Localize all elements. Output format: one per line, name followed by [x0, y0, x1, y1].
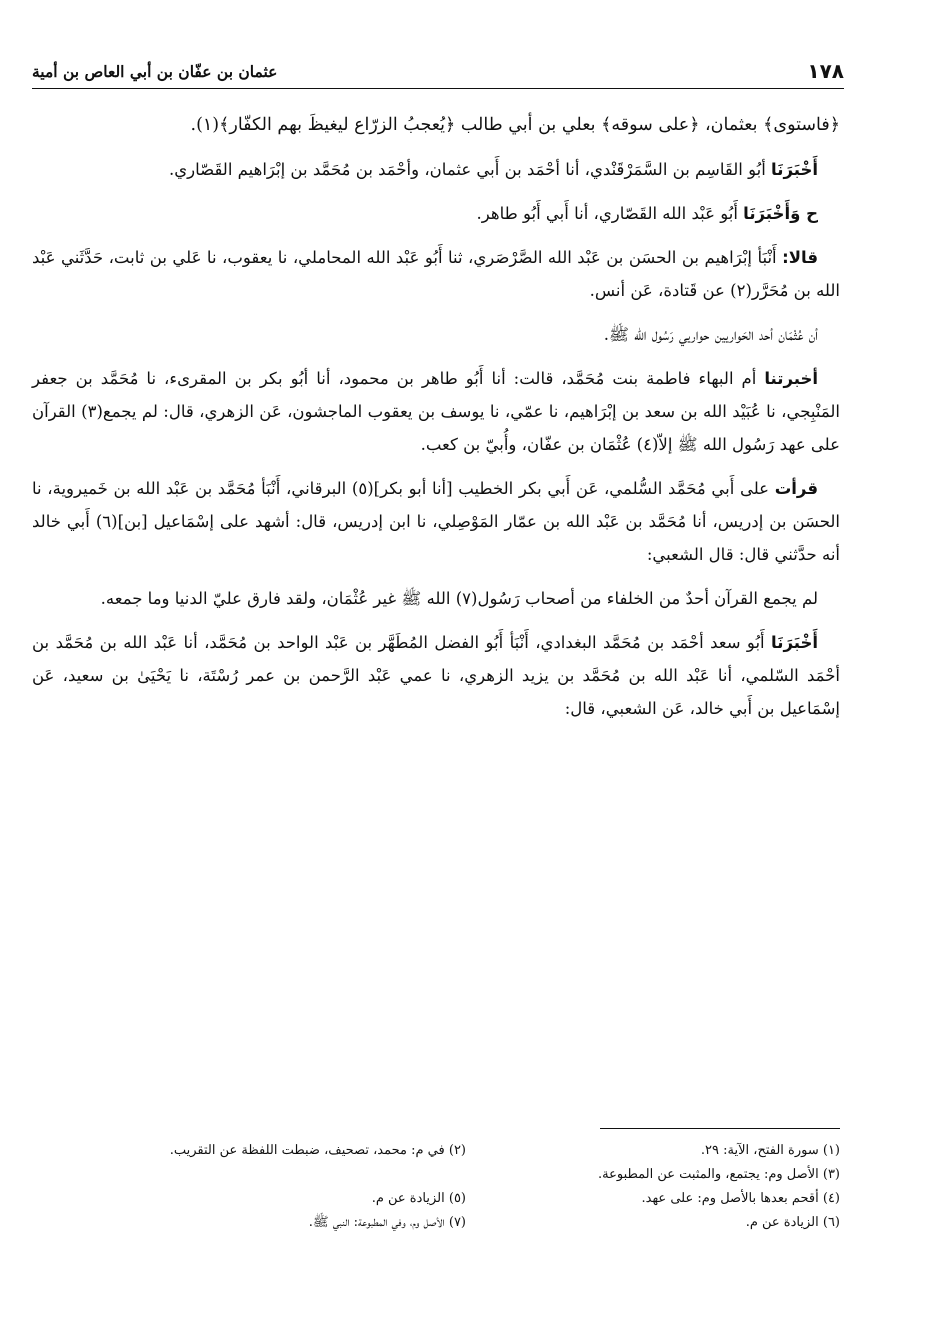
paragraph-text: أبُو القَاسِم بن السَّمَرْقَنْدي، أنا أحْمَد بن أَبي عثمان، وأحْمَد بن مُحَمَّد بن إبْرَاهيم القَصّاري.	[168, 160, 772, 179]
main-text	[32, 108, 840, 736]
footnote-1: (١) سورة الفتح، الآية: ٢٩.	[700, 1143, 840, 1158]
footnote-4: (٤) أقحم بعدها بالأصل وم: على عهد.	[641, 1191, 840, 1206]
running-title: عثمان بن عفّان بن أبي العاص بن أمية	[32, 61, 278, 81]
paragraph-lead: قالا:	[782, 248, 818, 267]
paragraph-1	[32, 108, 840, 142]
paragraph-lead: قرأت	[774, 479, 818, 498]
paragraph-text: أَنْبَأ إبْرَاهيم بن الحسَن بن عَبْد الله الصَّرْصَري، ثنا أَبُو عَبْد الله المحاملي، نا يعقوب، نا عَلي بن ثابت، حَدَّثَني عَبْد الله بن مُحَرَّر(٢) عن قَتادة، عَن أنس.	[32, 248, 840, 300]
footnote-divider	[600, 1128, 840, 1129]
paragraph-9	[32, 626, 840, 725]
paragraph-text: ﴿فاستوى﴾ بعثمان، ﴿على سوقه﴾ بعلي بن أبي طالب ﴿يُعجبُ الزرّاع ليغيظَ بهم الكفّار﴾(١).	[190, 115, 840, 135]
footnote-5: (٥) الزيادة عن م.	[371, 1191, 466, 1206]
paragraph-4	[32, 241, 840, 307]
paragraph-2	[32, 153, 840, 186]
paragraph-lead: أخبرتنا	[764, 369, 818, 388]
footnote-row	[92, 1139, 840, 1163]
paragraph-text: أم البهاء فاطمة بنت مُحَمَّد، قالت: أنا أَبُو طاهر بن محمود، أنا أبُو بكر بن المقرىء، نا مُحَمَّد بن جعفر المَنْبِجي، نا عُبَيْد الله بن سعد بن إبْرَاهيم، نا عمّي، نا يوسف بن يعقوب الماجشون، عَن الزهري، قال: لم يجمع(٣) القرآن على عهد رَسُول الله ﷺ إلاّ(٤) عُثْمَان بن عفّان، وأُبيّ بن كعب.	[32, 369, 840, 454]
paragraph-text: أن عُثْمَان أحد الحَواريين حواريي رَسُول الله ﷺ.	[603, 325, 818, 344]
footnote-row	[92, 1163, 840, 1187]
footnote-row	[92, 1211, 840, 1235]
page-number: ١٧٨	[807, 59, 844, 83]
paragraph-7	[32, 472, 840, 571]
footnote-2: (٢) في م: محمد، تصحيف، ضبطت اللفظة عن التقريب.	[169, 1143, 466, 1158]
paragraph-6	[32, 362, 840, 461]
paragraph-text: أَبُو عَبْد الله القَصّاري، أنا أَبي أَبُو طاهر.	[476, 204, 744, 223]
paragraph-text: على أَبي مُحَمَّد السُّلمي، عَن أَبي بكر الخطيب [أنا أبو بكر](٥) البرقاني، أَنْبَأ مُحَمَّد بن عَبْد الله بن خَميروية، نا الحسَن بن إدريس، أنا مُحَمَّد بن عَبْد الله بن عمّار المَوْصِلي، نا ابن إدريس، قال: أشهد على إسْمَاعيل [بن](٦) أَبي خالد أنه حدَّثني قال: قال الشعبي:	[32, 479, 840, 564]
paragraph-8	[32, 582, 840, 615]
footnote-7: (٧) الأصل وم، وفي المطبوعة: النبي ﷺ.	[308, 1215, 466, 1230]
page-header	[32, 54, 844, 89]
footnote-3: (٣) الأصل وم: يجتمع، والمثبت عن المطبوعة.	[598, 1167, 840, 1182]
paragraph-5	[32, 318, 840, 351]
footnotes	[92, 1128, 840, 1235]
paragraph-lead: أَخْبَرَنَا	[771, 633, 818, 652]
footnote-row	[92, 1187, 840, 1211]
paragraph-3	[32, 197, 840, 230]
paragraph-lead: ح وَأَخْبَرَنَا	[743, 204, 818, 223]
footnote-6: (٦) الزيادة عن م.	[745, 1215, 840, 1230]
paragraph-text: لم يجمع القرآن أحدٌ من الخلفاء من أصحاب رَسُول(٧) الله ﷺ غير عُثْمَان، ولقد فارق عليّ الدنيا وما جمعه.	[100, 589, 818, 608]
paragraph-lead: أَخْبَرَنَا	[771, 160, 818, 179]
paragraph-text: أَبُو سعد أحْمَد بن مُحَمَّد البغدادي، أَنْبَأ أَبُو الفضل المُطَهَّر بن عَبْد الواحد بن مُحَمَّد، أنا عَبْد الله بن مُحَمَّد بن أحْمَد السّلمي، أنا عَبْد الله بن مُحَمَّد بن يزيد الزهري، نا عمي عَبْد الرَّحمن بن عمر رُسْتَة، نا يَحْيَىٰ بن سعيد، عَن إسْمَاعيل بن أَبي خالد، عَن الشعبي، قال:	[32, 633, 840, 718]
